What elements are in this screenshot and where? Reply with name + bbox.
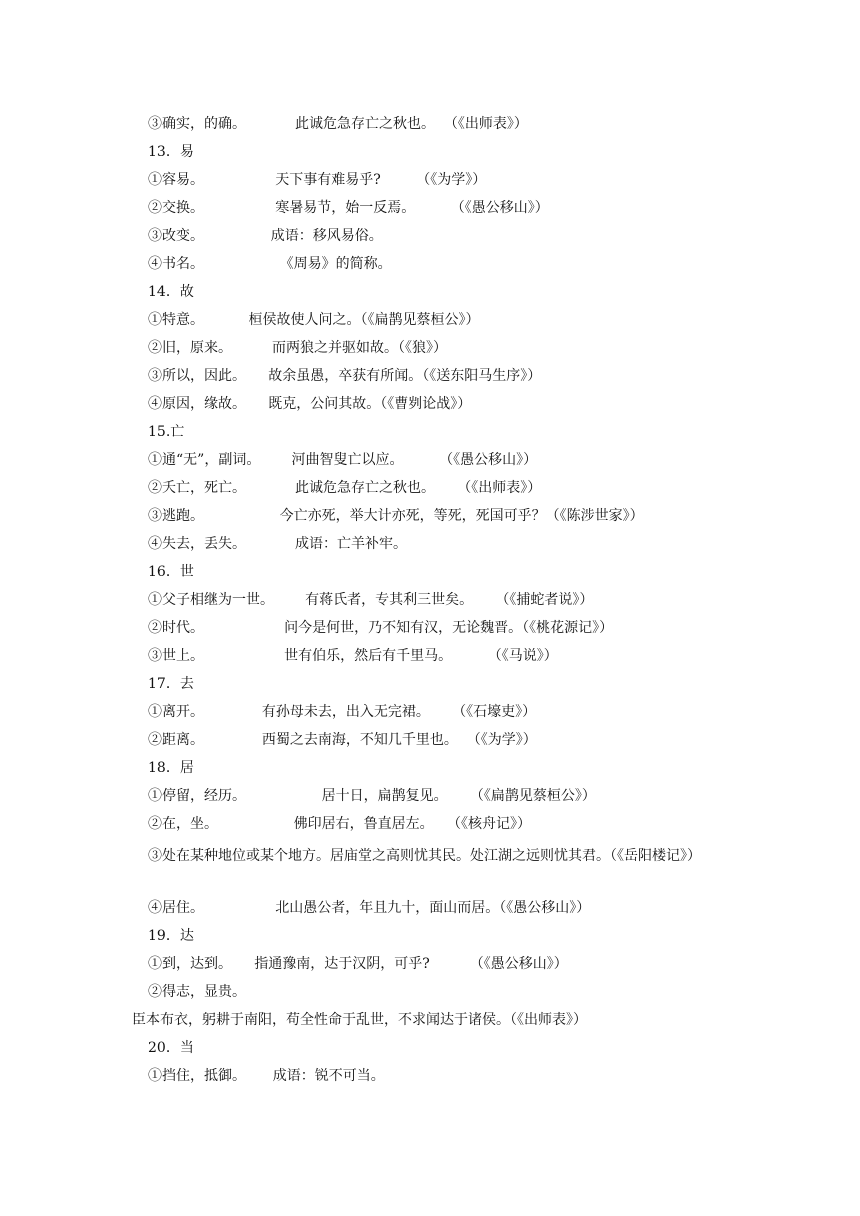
entry-heading: 14．故 [148, 284, 194, 300]
text-line: ③确实，的确。 此诚危急存亡之秋也。 （《出师表》） [148, 116, 528, 132]
entry-heading: 18．居 [148, 760, 194, 776]
text-line: ②距离。 西蜀之去南海，不知几千里也。 （《为学》） [148, 732, 537, 748]
text-line: ①特意。 桓侯故使人问之。（《扁鹊见蔡桓公》） [148, 312, 480, 328]
text-line: ②夭亡，死亡。 此诚危急存亡之秋也。 （《出师表》） [148, 480, 542, 496]
text-line: ①到，达到。 指通豫南，达于汉阴，可乎? （《愚公移山》） [148, 956, 568, 972]
text-line: ①离开。 有孙母未去，出入无完裙。 （《石壕吏》） [148, 704, 537, 720]
text-paragraph: ③处在某种地位或某个地方。居庙堂之高则忧其民。处江湖之远则忧其君。（《岳阳楼记》） [148, 848, 701, 864]
text-line: ③逃跑。 今亡亦死，举大计亦死，等死，死国可乎？（《陈涉世家》） [148, 508, 644, 524]
text-line: ③世上。 世有伯乐，然后有千里马。 （《马说》） [148, 648, 558, 664]
entry-heading: 17．去 [148, 676, 194, 692]
text-line: ①挡住，抵御。 成语：锐不可当。 [148, 1068, 385, 1084]
entry-heading: 19．达 [148, 928, 194, 944]
text-line: ②旧，原来。 而两狼之并驱如故。（《狼》） [148, 340, 448, 356]
entry-heading: 20．当 [148, 1040, 194, 1056]
entry-heading: 13．易 [148, 144, 194, 160]
entry-heading: 15.亡 [148, 424, 185, 440]
text-line: ②交换。 寒暑易节，始一反焉。 （《愚公移山》） [148, 200, 549, 216]
text-line: ④居住。 北山愚公者，年且九十，面山而居。（《愚公移山》） [148, 900, 591, 916]
text-line: ④失去，丢失。 成语：亡羊补牢。 [148, 536, 407, 552]
text-line: ④原因，缘故。 既克，公问其故。（《曹刿论战》） [148, 396, 472, 412]
text-line: ②在，坐。 佛印居右，鲁直居左。 （《核舟记》） [148, 816, 532, 832]
text-line: ②得志，显贵。 [148, 984, 246, 1000]
text-line: ①停留，经历。 居十日，扁鹊复见。 （《扁鹊见蔡桓公》） [148, 788, 596, 804]
text-line: ④书名。 《周易》的简称。 [148, 256, 392, 272]
text-line: ③所以，因此。 故余虽愚，卒获有所闻。（《送东阳马生序》） [148, 368, 542, 384]
text-line: ②时代。 问今是何世，乃不知有汉，无论魏晋。（《桃花源记》） [148, 620, 614, 636]
text-line: ①通“无”，副词。 河曲智叟亡以应。 （《愚公移山》） [148, 452, 538, 468]
text-line: ①容易。 天下事有难易乎? （《为学》） [148, 172, 487, 188]
text-line: ①父子相继为一世。 有蒋氏者，专其利三世矣。 （《捕蛇者说》） [148, 592, 594, 608]
text-line: ③改变。 成语：移风易俗。 [148, 228, 383, 244]
entry-heading: 16．世 [148, 564, 194, 580]
text-line: 臣本布衣，躬耕于南阳，苟全性命于乱世，不求闻达于诸侯。（《出师表》） [132, 1012, 587, 1028]
